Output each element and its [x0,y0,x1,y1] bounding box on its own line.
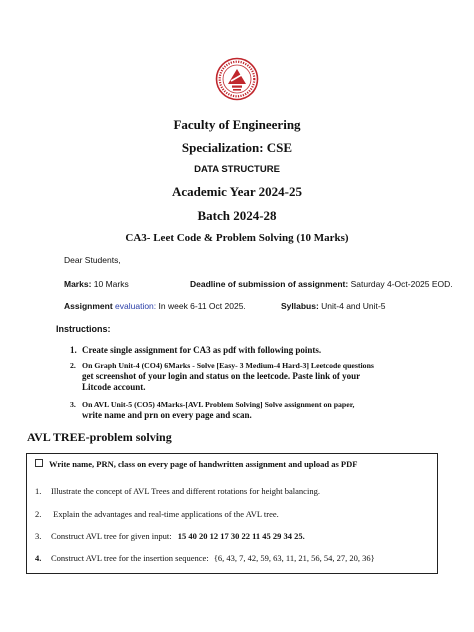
evaluation-line [64,301,246,311]
faculty-heading: Faculty of Engineering [173,117,301,132]
avl-problem-box [26,453,438,574]
checkbox-icon [35,459,43,467]
list-item: 1. Create single assignment for CA3 as pdf with following points. [70,345,322,355]
list-item: 1. Illustrate the concept of AVL Trees and different rotations for height balancing. [35,486,320,496]
deadline-label: Deadline of submission of assignment: [190,279,349,289]
syllabus-line [281,301,385,311]
academic-year-heading: Academic Year 2024-25 [172,184,302,199]
subject-heading: DATA STRUCTURE [194,164,280,175]
list-item: 2. On Graph Unit-4 (CO4) 6Marks - Solve [Easy- 3 Medium-4 Hard-3] Leetcode questions get screenshot of your login and status on the leetcode. Paste link of your Litcode account. [70,361,374,392]
deadline-line [190,279,453,289]
avl-section-heading: AVL TREE-problem solving [27,430,172,444]
list-item: 3. On AVL Unit-5 (CO5) 4Marks-[AVL Problem Solving] Solve assignment on paper, write name and prn on every page and scan. [70,400,355,420]
avl-note: Write name, PRN, class on every page of handwritten assignment and upload as PDF [35,459,357,469]
instructions-list [56,345,436,425]
instructions-heading: Instructions: [56,324,111,334]
university-seal-logo [215,57,259,101]
greeting: Dear Students, [64,255,121,265]
list-item: 2. Explain the advantages and real-time applications of the AVL tree. [35,509,279,519]
deadline-value: Saturday 4-Oct-2025 EOD. [350,279,453,289]
list-item: 3. Construct AVL tree for given input: 15 40 20 12 17 30 22 11 45 29 34 25. [35,531,305,541]
assignment-title: CA3- Leet Code & Problem Solving (10 Marks) [125,232,349,244]
syllabus-label: Syllabus: [281,301,319,311]
evaluation-label: Assignment [64,301,113,311]
list-item: 4. Construct AVL tree for the insertion sequence: {6, 43, 7, 42, 59, 63, 11, 21, 56, 54, 27, 20, 36} [35,553,375,563]
evaluation-word: evaluation: [115,301,157,311]
marks-line [64,279,129,289]
evaluation-value: In week 6-11 Oct 2025. [158,301,246,311]
specialization-heading: Specialization: CSE [181,140,293,155]
marks-label: Marks: [64,279,92,289]
batch-heading: Batch 2024-28 [197,208,277,223]
marks-value: 10 Marks [93,279,129,289]
syllabus-value: Unit-4 and Unit-5 [321,301,386,311]
